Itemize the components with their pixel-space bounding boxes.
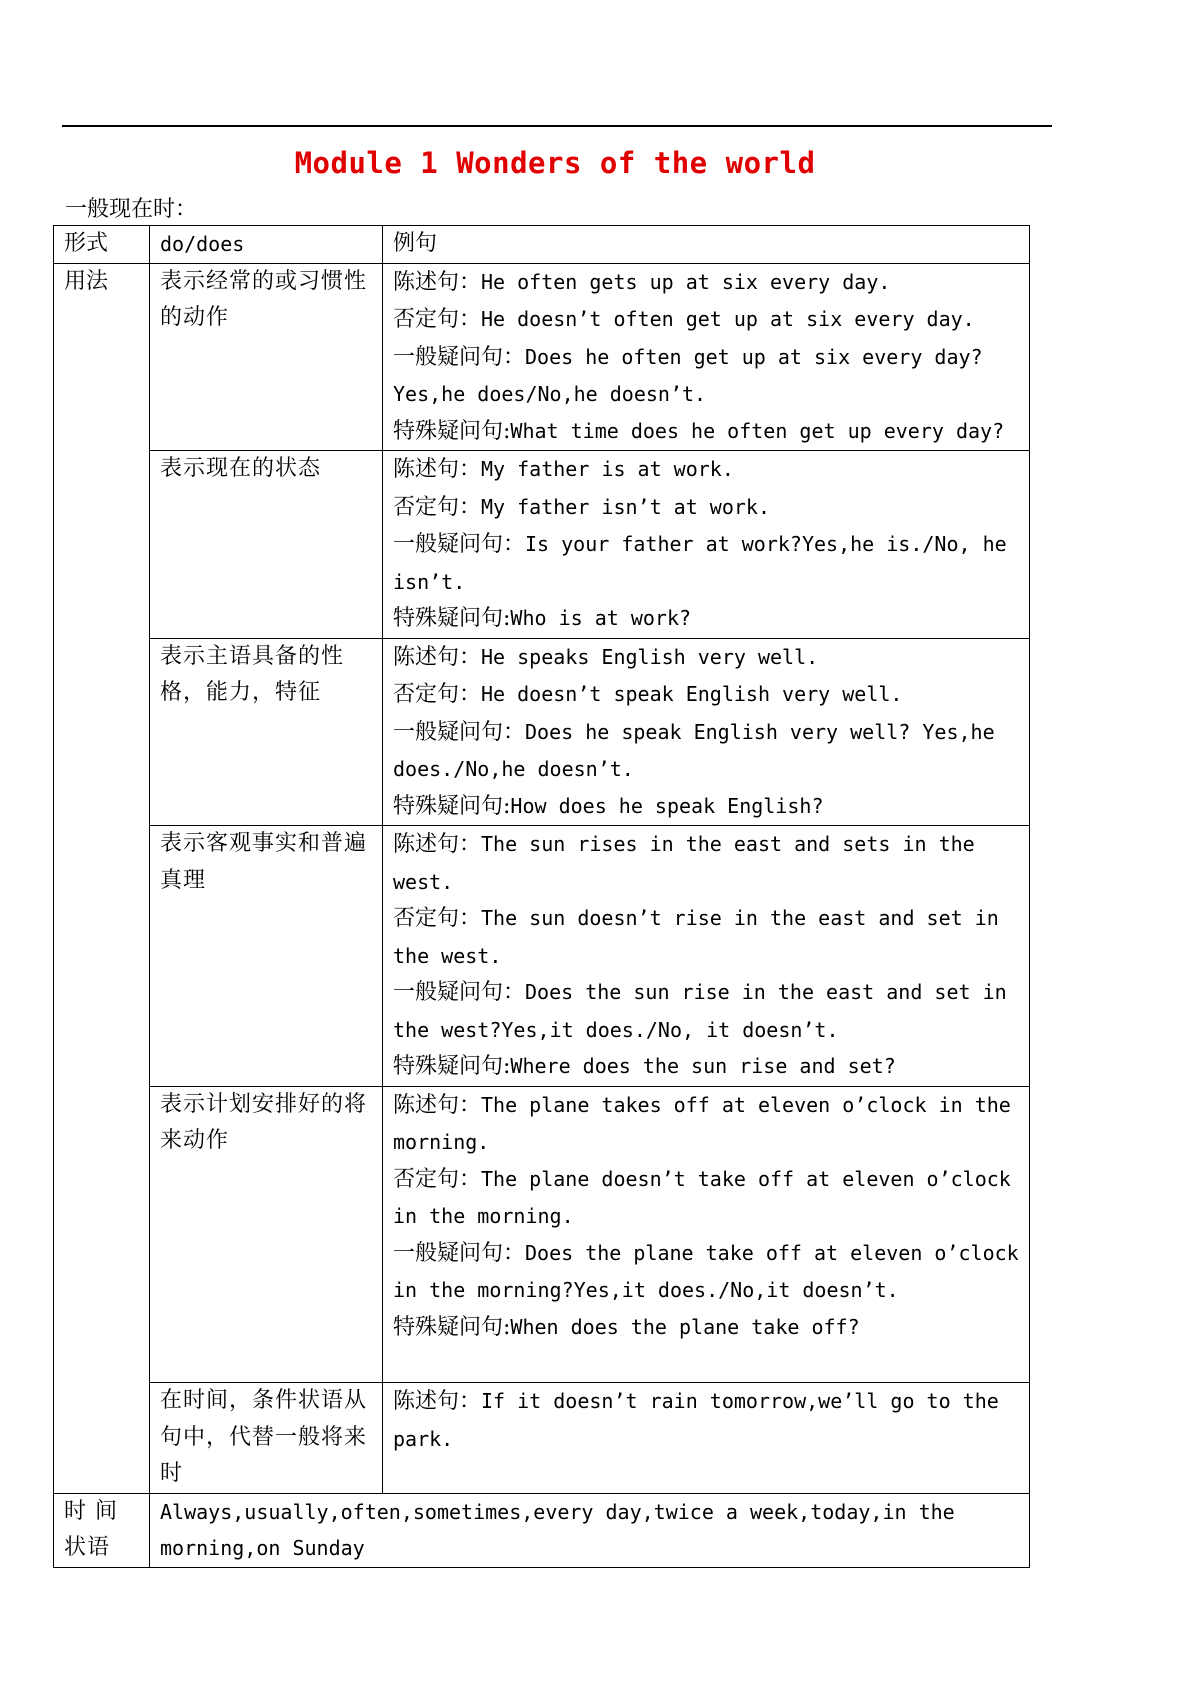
examples-cell xyxy=(383,826,1030,1087)
example-text: The plane takes off at eleven o’clock in the morning. xyxy=(393,1092,1011,1154)
example-label: 一般疑问句： xyxy=(393,532,526,557)
example-line xyxy=(393,526,1019,600)
table-row xyxy=(54,638,1030,826)
example-line xyxy=(393,714,1019,788)
example-text: My father is at work. xyxy=(481,457,734,481)
example-line xyxy=(393,826,1019,900)
example-label: 特殊疑问句: xyxy=(393,793,511,819)
example-text: Is your father at work?Yes,he is./No, he isn’t. xyxy=(393,532,1007,594)
example-label: 特殊疑问句: xyxy=(393,606,511,631)
grammar-table xyxy=(53,225,1030,1568)
example-label: 陈述句： xyxy=(393,1389,482,1414)
usage-cell: 表示客观事实和普遍真理 xyxy=(150,826,383,1087)
example-label: 一般疑问句： xyxy=(393,980,526,1005)
adverbials-cell: Always,usually,often,sometimes,every day,twice a week,today,in the morning,on Sunday xyxy=(150,1493,1030,1567)
header-example: 例句 xyxy=(383,226,1030,264)
example-label: 特殊疑问句: xyxy=(393,1314,511,1340)
table-row xyxy=(54,1383,1030,1494)
example-text: The plane doesn’t take off at eleven o’clock in the morning. xyxy=(393,1166,1011,1228)
example-label: 否定句： xyxy=(393,307,482,332)
example-line xyxy=(393,1087,1019,1161)
examples-cell xyxy=(383,1086,1030,1383)
usage-cell: 表示主语具备的性格，能力，特征 xyxy=(150,638,383,826)
example-line xyxy=(393,788,1019,826)
example-label: 否定句： xyxy=(393,906,482,931)
example-label: 陈述句： xyxy=(393,269,482,295)
example-text: He often gets up at six every day. xyxy=(481,269,891,294)
adverbials-label: 时 间状语 xyxy=(54,1493,150,1567)
example-line xyxy=(393,1048,1019,1086)
example-text: Does the plane take off at eleven o’clock in the morning?Yes,it does./No,it doesn’t. xyxy=(393,1240,1019,1302)
example-text: My father isn’t at work. xyxy=(481,494,770,519)
example-label: 一般疑问句： xyxy=(393,344,526,370)
example-label: 否定句： xyxy=(393,682,482,707)
example-line xyxy=(393,264,1019,302)
example-label: 陈述句： xyxy=(393,644,482,670)
usage-cell: 表示计划安排好的将来动作 xyxy=(150,1086,383,1383)
example-line xyxy=(393,900,1019,974)
example-text: How does he speak English? xyxy=(510,793,824,818)
header-row xyxy=(54,226,1030,264)
page-title: Module 1 Wonders of the world xyxy=(294,146,816,180)
example-line xyxy=(393,1235,1019,1309)
example-text: He doesn’t speak English very well. xyxy=(481,682,903,706)
example-label: 否定句： xyxy=(393,494,482,520)
example-line xyxy=(393,676,1019,714)
header-do-does: do/does xyxy=(150,226,383,264)
usage-label: 用法 xyxy=(54,263,150,1493)
example-label: 特殊疑问句: xyxy=(393,1054,511,1079)
example-line xyxy=(393,489,1019,527)
example-text: Does he speak English very well? Yes,he does./No,he doesn’t. xyxy=(393,719,995,781)
example-text: He speaks English very well. xyxy=(481,644,819,669)
example-label: 陈述句： xyxy=(393,832,482,857)
examples-cell xyxy=(383,451,1030,639)
example-line xyxy=(393,1309,1019,1347)
example-label: 特殊疑问句: xyxy=(393,418,511,444)
example-label: 一般疑问句： xyxy=(393,719,526,745)
example-text: Where does the sun rise and set? xyxy=(510,1054,896,1078)
example-line xyxy=(393,339,1019,413)
table-row xyxy=(54,263,1030,451)
adverbials-row xyxy=(54,1493,1030,1567)
example-text: He doesn’t often get up at six every day. xyxy=(481,307,975,331)
examples-cell xyxy=(383,263,1030,451)
usage-cell: 在时间，条件状语从句中，代替一般将来时 xyxy=(150,1383,383,1494)
usage-cell: 表示经常的或习惯性的动作 xyxy=(150,263,383,451)
section-subtitle: 一般现在时： xyxy=(65,197,198,222)
table-row xyxy=(54,1086,1030,1383)
example-line xyxy=(393,1383,1019,1457)
example-text: The sun doesn’t rise in the east and set in the west. xyxy=(393,906,999,968)
example-text: What time does he often get up every day? xyxy=(510,418,1005,443)
example-text: When does the plane take off? xyxy=(510,1314,860,1339)
header-form: 形式 xyxy=(54,226,150,264)
example-text: If it doesn’t rain tomorrow,we’ll go to the park. xyxy=(393,1389,999,1451)
example-line xyxy=(393,451,1019,489)
example-text: Does he often get up at six every day?Yes,he does/No,he doesn’t. xyxy=(393,344,983,406)
example-label: 否定句： xyxy=(393,1166,482,1192)
table-row xyxy=(54,826,1030,1087)
usage-cell: 表示现在的状态 xyxy=(150,451,383,639)
example-line xyxy=(393,639,1019,677)
example-label: 陈述句： xyxy=(393,457,482,482)
example-line xyxy=(393,301,1019,339)
table-row xyxy=(54,451,1030,639)
top-rule xyxy=(62,125,1052,127)
example-text: Does the sun rise in the east and set in the west?Yes,it does./No, it doesn’t. xyxy=(393,980,1007,1042)
example-text: The sun rises in the east and sets in the west. xyxy=(393,832,975,894)
examples-cell xyxy=(383,638,1030,826)
example-label: 陈述句： xyxy=(393,1092,482,1118)
examples-cell xyxy=(383,1383,1030,1494)
example-line xyxy=(393,413,1019,451)
example-line xyxy=(393,600,1019,638)
example-text: Who is at work? xyxy=(510,606,692,630)
example-line xyxy=(393,974,1019,1048)
example-label: 一般疑问句： xyxy=(393,1240,526,1266)
example-line xyxy=(393,1161,1019,1235)
